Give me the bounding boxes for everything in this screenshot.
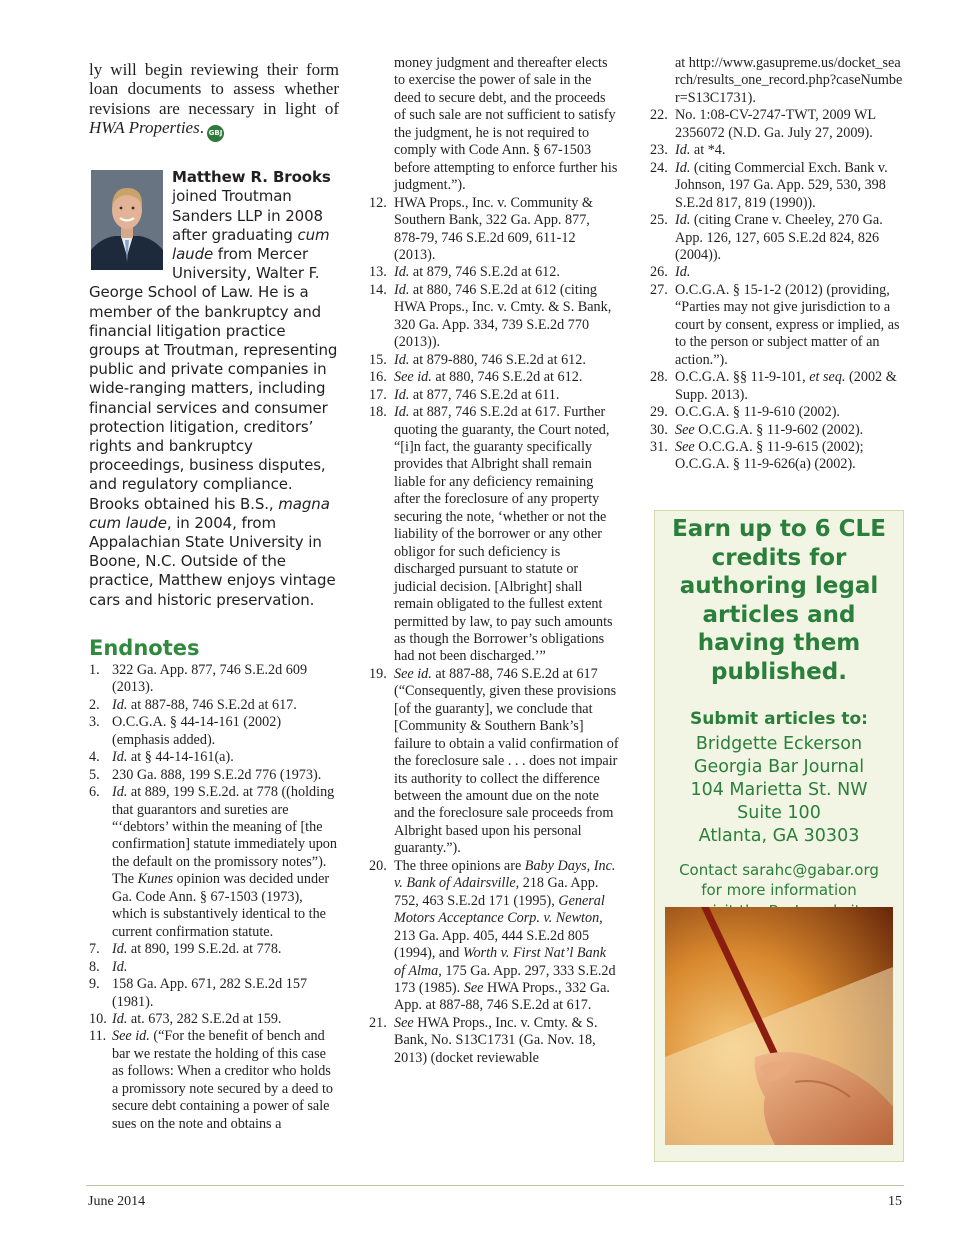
- endnote-18: 18. Id. at 887, 746 S.E.2d at 617. Further quoting the guaranty, the Court noted, “[i]n fact, the guaranty specifically provides that Albright shall remain liable for any deficiency remaining after the foreclosure of any property securing the note, ‘whether or not the liability of the borrower or any other obligor for such deficiency is discharged pursuant to statute or judicial decision. [Albright] shall remain obligated to the fullest extent permitted by law, to pay such amounts as though the Borrower’s obligations had not been discharged.’”: [369, 404, 613, 665]
- endnote-13: 13. Id. at 879, 746 S.E.2d at 612.: [369, 264, 560, 281]
- endnote-16: 16. See id. at 880, 746 S.E.2d at 612.: [369, 369, 583, 386]
- endnote-text: at 887-88, 746 S.E.2d at 617.: [127, 696, 297, 713]
- endnote-6: 6. Id. at 889, 199 S.E.2d. at 778 ((holding that guarantors and sureties are “‘debtors’ within the meaning of [the confirmation] statute immediately upon the default on the promissory notes”). The Kunes opinion was decided under Ga. Code Ann. § 67-1503 (1973), which is substantively identical to the current confirmation statute.: [89, 784, 337, 940]
- endnotes-list: [89, 662, 339, 1133]
- endnote-5: 5. 230 Ga. 888, 199 S.E.2d 776 (1973).: [89, 766, 322, 783]
- endnote-30: 30. See O.C.G.A. § 11-9-602 (2002).: [650, 421, 864, 438]
- endnote-text: O.C.G.A. § 44-14-161 (2002) (emphasis added).: [112, 714, 282, 748]
- endnote-text: (citing Crane v. Cheeley, 270 Ga. App. 126, 127, 605 S.E.2d 824, 826 (2004)).: [675, 212, 883, 263]
- endnote-3: 3. O.C.G.A. § 44-14-161 (2002) (emphasis added).: [89, 714, 282, 748]
- see-signal: See: [463, 980, 484, 997]
- id-signal: Id.: [675, 264, 691, 281]
- ad-headline: Earn up to 6 CLE credits for authoring legal articles and having them published.: [672, 516, 886, 685]
- endnote-text: 175 Ga. App. 297, 333 S.E.2d 173 (1985).: [394, 962, 616, 997]
- column-left: [89, 52, 339, 1133]
- author-bio: [89, 168, 339, 610]
- endnote-24: 24. Id. (citing Commercial Exch. Bank v. Johnson, 197 Ga. App. 529, 530, 398 S.E.2d 817, 819 (1990)).: [650, 159, 888, 211]
- endnote-22: 22. No. 1:08-CV-2747-TWT, 2009 WL 2356072 (N.D. Ga. July 27, 2009).: [650, 107, 876, 141]
- footer-date: June 2014: [88, 1194, 146, 1209]
- endnote-2: 2. Id. at 887-88, 746 S.E.2d at 617.: [89, 696, 297, 713]
- id-signal: Id.: [112, 941, 128, 958]
- id-signal: Id.: [675, 159, 691, 176]
- endnote-11: 11. See id. (“For the benefit of bench and bar we restate the holding of this case as follows: When a creditor who holds a promissory note secured by a deed to secure debt containing a power of sale sues on the note and obtains a: [89, 1028, 334, 1132]
- bio-segment: joined Troutman Sanders LLP in 2008 after graduating: [172, 187, 323, 244]
- id-signal: Id.: [112, 958, 128, 975]
- id-signal: Id.: [394, 351, 410, 368]
- ad-org: Georgia Bar Journal: [693, 756, 865, 777]
- see-signal: See id.: [394, 665, 432, 682]
- endnote-text: at 890, 199 S.E.2d. at 778.: [127, 941, 282, 958]
- endnotes-list-final: [650, 107, 905, 474]
- case-name: Kunes: [137, 871, 174, 888]
- endnote-text: The three opinions are: [394, 857, 525, 874]
- endnote-text: 322 Ga. App. 877, 746 S.E.2d 609 (2013).: [112, 661, 308, 696]
- endnote-15: 15. Id. at 879-880, 746 S.E.2d at 612.: [369, 351, 586, 368]
- endnote-text: opinion was decided under Ga. Code Ann. § 67-1503 (1973), which is substantively identical to the current confirmation statute.: [112, 871, 330, 940]
- endnote-text: O.C.G.A. §§ 11-9-101,: [675, 369, 810, 386]
- endnote-text: (2002 & Supp. 2013).: [675, 369, 897, 403]
- case-name: Worth v. First Nat’l Bank of Alma,: [394, 945, 607, 979]
- id-signal: Id.: [112, 749, 128, 766]
- case-name: Baby Days, Inc. v. Bank of Adairsville,: [394, 857, 616, 892]
- ad-suite: Suite 100: [737, 802, 821, 823]
- endnotes-heading: Endnotes: [89, 635, 200, 660]
- see-signal: See: [675, 421, 695, 438]
- endnote-11-continued: money judgment and thereafter elects to exercise the power of sale in the deed to secure debt, and the proceeds of such sale are not sufficient to satisfy the judgment, he is not required to comply with Code Ann. § 67-1503 before attempting to enforce further his judgment.”).: [394, 55, 618, 194]
- id-signal: Id.: [394, 264, 410, 281]
- endnote-text: at. 673, 282 S.E.2d at 159.: [127, 1010, 282, 1027]
- intro-text: ly will begin reviewing their form loan documents to assess whether revisions are necessary in light of: [89, 60, 339, 118]
- column-middle: [369, 55, 619, 1067]
- endnote-12: 12. HWA Props., Inc. v. Community & Southern Bank, 322 Ga. App. 877, 878-79, 746 S.E.2d 609, 611-12 (2013).: [369, 194, 593, 263]
- id-signal: Id.: [394, 404, 410, 421]
- endnote-text: at 877, 746 S.E.2d at 611.: [409, 386, 560, 403]
- endnote-text: No. 1:08-CV-2747-TWT, 2009 WL 2356072 (N.D. Ga. July 27, 2009).: [675, 107, 876, 141]
- author-photo: [91, 170, 163, 270]
- endnote-text: (“For the benefit of bench and bar we restate the holding of this case as follows: When a creditor who holds a promissory note secured by a deed to secure debt containing a power of sale sues on the note and obtains a: [112, 1028, 334, 1132]
- et-seq-signal: et seq.: [809, 369, 846, 386]
- endnote-text: O.C.G.A. § 11-9-602 (2002).: [694, 421, 864, 438]
- case-name: HWA Properties: [89, 118, 200, 138]
- endnote-8: 8. Id.: [89, 958, 128, 975]
- endnote-text: (citing Commercial Exch. Bank v. Johnson, 197 Ga. App. 529, 530, 398 S.E.2d 817, 819 (1990)).: [675, 159, 888, 211]
- endnote-10: 10. Id. at. 673, 282 S.E.2d at 159.: [89, 1010, 282, 1027]
- endnote-text: 230 Ga. 888, 199 S.E.2d 776 (1973).: [112, 766, 322, 783]
- cle-ad-box: [654, 510, 904, 1162]
- endnote-26: 26. Id.: [650, 264, 691, 281]
- endnote-text: 158 Ga. App. 671, 282 S.E.2d 157 (1981).: [112, 976, 308, 1010]
- id-signal: Id.: [112, 696, 128, 713]
- endnote-text: at 887, 746 S.E.2d at 617. Further quoting the guaranty, the Court noted, “[i]n fact, the guaranty specifically provides that Albright shall remain liable for any deficiency remaining after the foreclosure of any property securing the note, ‘whether or not the liability of the borrower or any other obligor for such deficiency is discharged pursuant to statute or judicial decision. [Albright] shall remain obligated to the fullest extent permitted by law, to pay such amounts as though the Borrower’s obligations had not been discharged.’”: [394, 404, 613, 665]
- endnote-text: O.C.G.A. § 15-1-2 (2012) (providing, “Parties may not give jurisdiction to a court by consent, express or implied, as to the person or subject matter of an action.”).: [675, 281, 900, 368]
- endnote-21-continued: at http://www.gasupreme.us/docket_search/results_one_record.php?caseNumber=S13C1731).: [675, 55, 903, 106]
- ad-contact-name: Bridgette Eckerson: [695, 733, 863, 754]
- endnote-text: O.C.G.A. § 11-9-610 (2002).: [675, 404, 840, 421]
- endnote-text: at 879, 746 S.E.2d at 612.: [409, 264, 560, 281]
- ad-street: 104 Marietta St. NW: [690, 779, 868, 800]
- see-signal: See id.: [394, 369, 432, 386]
- endnote-text: HWA Props., 332 Ga. App. at 887-88, 746 S.E.2d at 617.: [394, 980, 610, 1014]
- endnote-20: 20. The three opinions are Baby Days, Inc. v. Bank of Adairsville, 218 Ga. App. 752, 463 S.E.2d 171 (1995), General Motors Acceptance Corp. v. Newton, 213 Ga. App. 405, 444 S.E.2d 805 (1994), and Worth v. First Nat’l Bank of Alma, 175 Ga. App. 297, 333 S.E.2d 173 (1985). See HWA Props., 332 Ga. App. at 887-88, 746 S.E.2d at 617.: [369, 857, 616, 1014]
- see-signal: See: [394, 1014, 414, 1031]
- endnote-text: at 889, 199 S.E.2d. at 778 ((holding that guarantors and sureties are “‘debtors’ within the meaning of [the confirmation] statute immediately upon the default on the promissory notes”). The: [112, 784, 337, 888]
- endnote-text: at 880, 746 S.E.2d at 612.: [431, 369, 583, 386]
- endnote-7: 7. Id. at 890, 199 S.E.2d. at 778.: [89, 941, 282, 958]
- see-signal: See id.: [112, 1028, 150, 1045]
- endnote-23: 23. Id. at *4.: [650, 142, 726, 159]
- endnote-25: 25. Id. (citing Crane v. Cheeley, 270 Ga. App. 126, 127, 605 S.E.2d 824, 826 (2004)).: [650, 212, 883, 263]
- endnote-27: 27. O.C.G.A. § 15-1-2 (2012) (providing, “Parties may not give jurisdiction to a court by consent, express or implied, as to the person or subject matter of an action.”).: [650, 281, 900, 368]
- id-signal: Id.: [675, 142, 691, 159]
- id-signal: Id.: [112, 784, 128, 801]
- endnote-text: at 880, 746 S.E.2d at 612 (citing HWA Props., Inc. v. Cmty. & S. Bank, 320 Ga. App. 334, 739 S.E.2d 770 (2013)).: [394, 281, 612, 351]
- column-right: [650, 55, 905, 474]
- endnote-31: 31. See O.C.G.A. § 11-9-615 (2002); O.C.G.A. § 11-9-626(a) (2002).: [650, 438, 864, 473]
- endnote-text: 213 Ga. App. 405, 444 S.E.2d 805 (1994), and: [394, 927, 590, 962]
- ad-email-line[interactable]: Contact sarahc@gabar.org: [679, 860, 879, 879]
- ad-address: [655, 733, 903, 848]
- endnote-17: 17. Id. at 877, 746 S.E.2d at 611.: [369, 386, 560, 403]
- endnote-19: 19. See id. at 887-88, 746 S.E.2d at 617 (“Consequently, given these provisions [of the guaranty], we conclude that [Community & Southern Bank’s] failure to obtain a valid confirmation of the foreclosure sale . . . does not impair its authority to collect the difference between the amount due on the note and the foreclosure sale proceeds from Albright based upon his personal guaranty.”).: [369, 665, 619, 857]
- endnote-9: 9. 158 Ga. App. 671, 282 S.E.2d 157 (1981).: [89, 976, 308, 1010]
- bio-segment: , in 2004, from Appalachian State University in Boone, N.C. Outside of the practice, Matthew enjoys vintage cars and historic preservation.: [89, 513, 336, 609]
- see-signal: See: [675, 438, 695, 455]
- endnote-29: 29. O.C.G.A. § 11-9-610 (2002).: [650, 404, 840, 421]
- endnote-28: 28. O.C.G.A. §§ 11-9-101, et seq. (2002 & Supp. 2013).: [650, 369, 897, 403]
- page-number: 15: [888, 1194, 902, 1209]
- bio-honor: cum laude: [172, 225, 330, 264]
- bio-segment: from Mercer University, Walter F. George School of Law. He is a member of the bankruptcy and financial litigation practice groups at Troutman, representing public and private companies in wide-ranging matters, including financial services and consumer protection litigation, creditors’ rights and bankruptcy proceedings, business disputes, and regulatory compliance. Brooks obtained his B.S.,: [89, 245, 338, 513]
- endnote-text: O.C.G.A. § 11-9-615 (2002); O.C.G.A. § 11-9-626(a) (2002).: [675, 438, 864, 473]
- bio-honor: magna cum laude: [89, 494, 330, 532]
- endnote-1: 1. 322 Ga. App. 877, 746 S.E.2d 609 (2013).: [89, 661, 308, 696]
- journal-logo-icon: GBJ: [207, 125, 224, 142]
- id-signal: Id.: [394, 281, 410, 298]
- endnote-text: HWA Props., Inc. v. Community & Southern Bank, 322 Ga. App. 877, 878-79, 746 S.E.2d 609, 611-12 (2013).: [394, 194, 593, 263]
- endnote-text: at § 44-14-161(a).: [127, 749, 234, 766]
- ad-city: Atlanta, GA 30303: [698, 825, 860, 846]
- id-signal: Id.: [394, 386, 410, 403]
- ad-submit-label: Submit articles to:: [690, 708, 868, 729]
- endnotes-list-continued: [369, 195, 619, 1068]
- id-signal: Id.: [675, 212, 691, 229]
- endnote-text: HWA Props., Inc. v. Cmty. & S. Bank, No. S13C1731 (Ga. Nov. 18, 2013) (docket reviewable: [394, 1014, 598, 1066]
- footer-rule: [86, 1185, 904, 1186]
- id-signal: Id.: [112, 1010, 128, 1027]
- endnote-21: 21. See HWA Props., Inc. v. Cmty. & S. Bank, No. S13C1731 (Ga. Nov. 18, 2013) (docket reviewable: [369, 1014, 598, 1066]
- hand-writing-photo: [665, 907, 893, 1145]
- endnote-text: 218 Ga. App. 752, 463 S.E.2d 171 (1995),: [394, 875, 599, 909]
- intro-paragraph: [89, 60, 339, 142]
- endnote-text: at 887-88, 746 S.E.2d at 617 (“Consequently, given these provisions [of the guaranty], we conclude that [Community & Southern Bank’s] failure to obtain a valid confirmation of the foreclosure sale . . . does not impair its authority to collect the difference between the amount due on the note and the foreclosure sale proceeds from Albright based upon his personal guaranty.”).: [394, 665, 619, 857]
- intro-tail: .: [199, 118, 204, 138]
- ad-info-line: for more information: [701, 881, 857, 900]
- author-name: Matthew R. Brooks: [172, 168, 331, 187]
- endnote-text: at 879-880, 746 S.E.2d at 612.: [409, 351, 586, 368]
- endnote-text: at *4.: [690, 142, 726, 159]
- endnote-4: 4. Id. at § 44-14-161(a).: [89, 749, 234, 766]
- case-name: General Motors Acceptance Corp. v. Newton,: [394, 892, 605, 927]
- endnote-14: 14. Id. at 880, 746 S.E.2d at 612 (citing HWA Props., Inc. v. Cmty. & S. Bank, 320 Ga. App. 334, 739 S.E.2d 770 (2013)).: [369, 281, 612, 351]
